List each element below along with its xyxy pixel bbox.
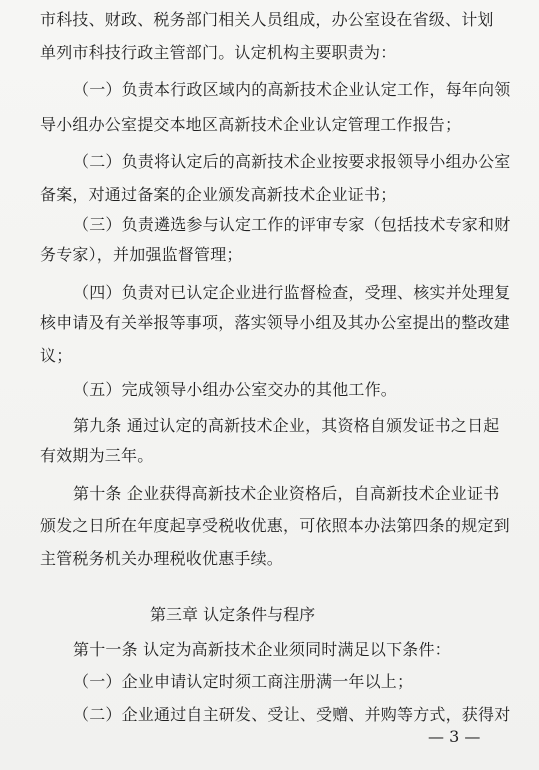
page-number: — 3 — bbox=[428, 727, 481, 746]
body-line: （二）企业通过自主研发、受让、受赠、并购等方式，获得对 bbox=[73, 705, 511, 724]
body-line: （三）负责遴选参与认定工作的评审专家（包括技术专家和财 bbox=[73, 215, 511, 234]
body-line: 主管税务机关办理税收优惠手续。 bbox=[40, 549, 284, 568]
body-line: 单列市科技行政主管部门。认定机构主要职责为： bbox=[40, 43, 397, 62]
body-line: 核申请及有关举报等事项，落实领导小组及其办公室提出的整改建 bbox=[40, 313, 510, 332]
body-line: 务专家），并加强监督管理； bbox=[40, 245, 243, 264]
body-line: （一）企业申请认定时须工商注册满一年以上； bbox=[73, 672, 414, 691]
body-line: （五）完成领导小组办公室交办的其他工作。 bbox=[73, 380, 398, 399]
body-line: （四）负责对已认定企业进行监督检查，受理、核实并处理复 bbox=[73, 283, 511, 302]
body-line: 议； bbox=[40, 346, 73, 365]
article-10-line: 第十条 企业获得高新技术企业资格后，自高新技术企业证书 bbox=[73, 484, 500, 503]
body-line: 导小组办公室提交本地区高新技术企业认定管理工作报告； bbox=[40, 115, 462, 134]
body-line: 备案，对通过备案的企业颁发高新技术企业证书； bbox=[40, 185, 397, 204]
body-line: 市科技、财政、税务部门相关人员组成，办公室设在省级、计划 bbox=[40, 10, 494, 29]
article-9-line: 第九条 通过认定的高新技术企业，其资格自颁发证书之日起 bbox=[73, 416, 500, 435]
body-line: 有效期为三年。 bbox=[40, 446, 154, 465]
chapter-heading: 第三章 认定条件与程序 bbox=[150, 605, 316, 624]
body-line: （一）负责本行政区域内的高新技术企业认定工作，每年向领 bbox=[73, 80, 511, 99]
article-11-line: 第十一条 认定为高新技术企业须同时满足以下条件： bbox=[73, 640, 451, 659]
body-line: （二）负责将认定后的高新技术企业按要求报领导小组办公室 bbox=[73, 152, 511, 171]
body-line: 颁发之日所在年度起享受税收优惠，可依照本办法第四条的规定到 bbox=[40, 516, 510, 535]
